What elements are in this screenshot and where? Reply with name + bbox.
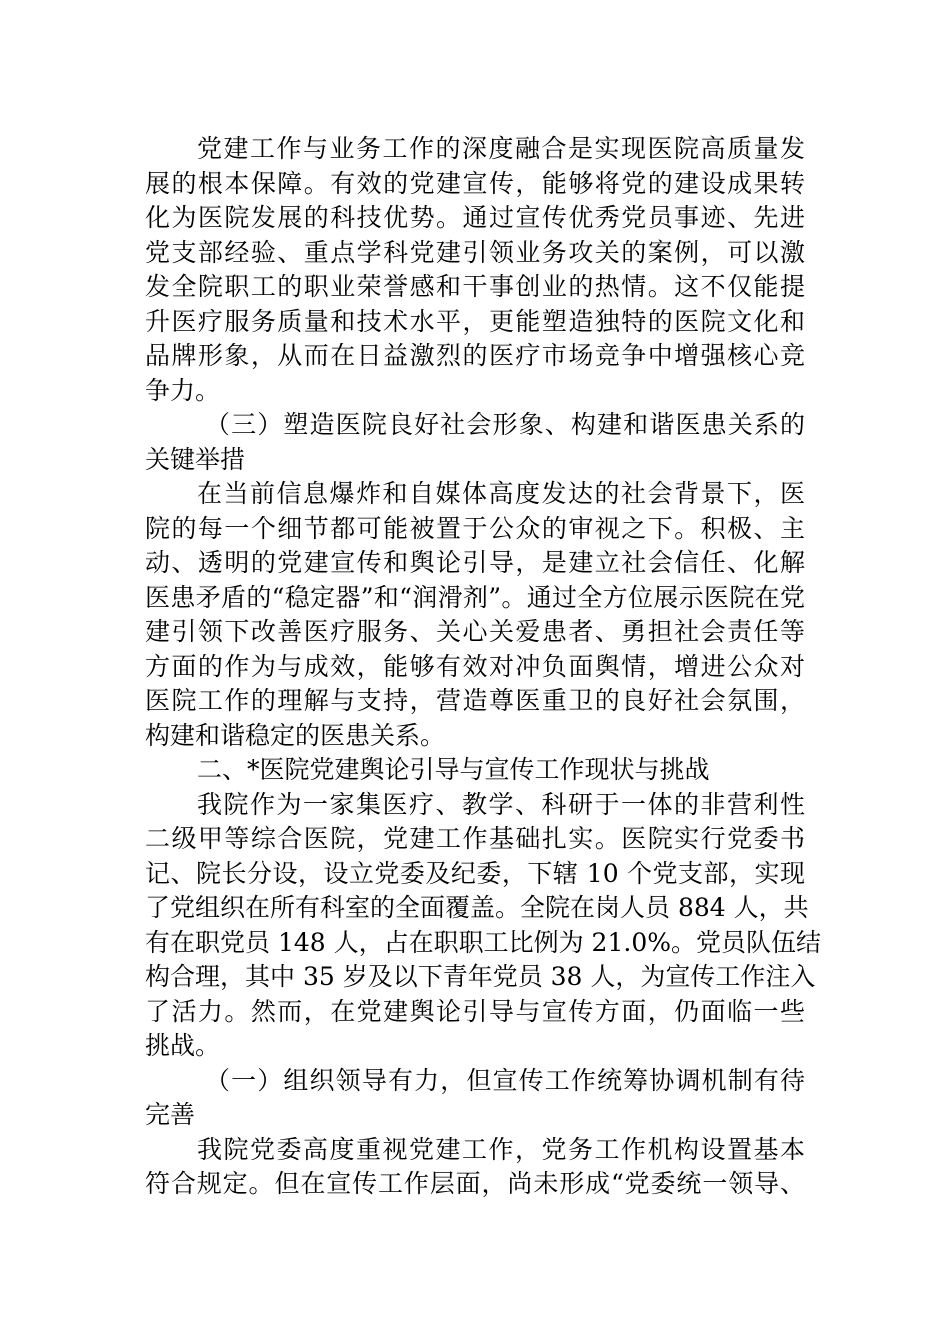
text-line: 争力。 [145, 375, 221, 405]
paragraph [145, 132, 805, 408]
text-line: 完善 [145, 1100, 196, 1129]
text-line: 我院党委高度重视党建工作，党务工作机构设置基本 [197, 1134, 805, 1164]
paragraph [145, 788, 821, 1064]
text-line: 品牌形象，从而在日益激烈的医疗市场竞争中增强核心竞 [145, 341, 805, 370]
text-line: 建引领下改善医疗服务、关心关爱患者、勇担社会责任等 [145, 617, 805, 646]
document-body [145, 132, 821, 1202]
paragraph [145, 1133, 805, 1202]
text-line: 党支部经验、重点学科党建引领业务攻关的案例，可以激 [145, 237, 805, 267]
text-line: 党建工作与业务工作的深度融合是实现医院高质量发 [197, 134, 805, 163]
text-line: 了活力。然而，在党建舆论引导与宣传方面，仍面临一些 [145, 996, 805, 1026]
text-line: 方面的作为与成效，能够有效对冲负面舆情，增进公众对 [145, 651, 805, 681]
text-line: 院的每一个细节都可能被置于公众的审视之下。积极、主 [145, 513, 805, 543]
paragraph [145, 753, 805, 788]
text-line: （三）塑造医院良好社会形象、构建和谐医患关系的 [205, 410, 805, 439]
text-line: 医患矛盾的“稳定器”和“润滑剂”。通过全方位展示医院在党 [145, 582, 805, 612]
section-heading [145, 408, 805, 477]
text-line: 挑战。 [145, 1031, 221, 1060]
text-line: 关键举措 [145, 444, 246, 474]
section-heading [145, 1064, 805, 1133]
text-line: 构合理，其中 35 岁及以下青年党员 38 人，为宣传工作注入 [145, 962, 816, 991]
text-line: 化为医院发展的科技优势。通过宣传优秀党员事迹、先进 [145, 203, 805, 232]
text-line: 二、*医院党建舆论引导与宣传工作现状与挑战 [197, 755, 710, 784]
text-line: （一）组织领导有力，但宣传工作统筹协调机制有待 [205, 1065, 805, 1095]
text-line: 了党组织在所有科室的全面覆盖。全院在岗人员 884 人，共 [145, 893, 809, 922]
text-line: 我院作为一家集医疗、教学、科研于一体的非营利性 [197, 789, 805, 819]
text-line: 医院工作的理解与支持，营造尊医重卫的良好社会氛围， [145, 686, 805, 715]
text-line: 符合规定。但在宣传工作层面，尚未形成“党委统一领导、 [145, 1169, 805, 1198]
text-line: 动、透明的党建宣传和舆论引导，是建立社会信任、化解 [145, 548, 805, 577]
text-line: 在当前信息爆炸和自媒体高度发达的社会背景下，医 [197, 479, 805, 508]
text-line: 记、院长分设，设立党委及纪委，下辖 10 个党支部，实现 [145, 858, 805, 888]
text-line: 二级甲等综合医院，党建工作基础扎实。医院实行党委书 [145, 824, 805, 853]
paragraph [145, 477, 805, 753]
text-line: 展的根本保障。有效的党建宣传，能够将党的建设成果转 [145, 168, 805, 198]
text-line: 有在职党员 148 人，占在职职工比例为 21.0%。党员队伍结 [145, 927, 821, 957]
text-line: 构建和谐稳定的医患关系。 [145, 720, 446, 750]
text-line: 发全院职工的职业荣誉感和干事创业的热情。这不仅能提 [145, 272, 805, 301]
text-line: 升医疗服务质量和技术水平，更能塑造独特的医院文化和 [145, 306, 805, 336]
